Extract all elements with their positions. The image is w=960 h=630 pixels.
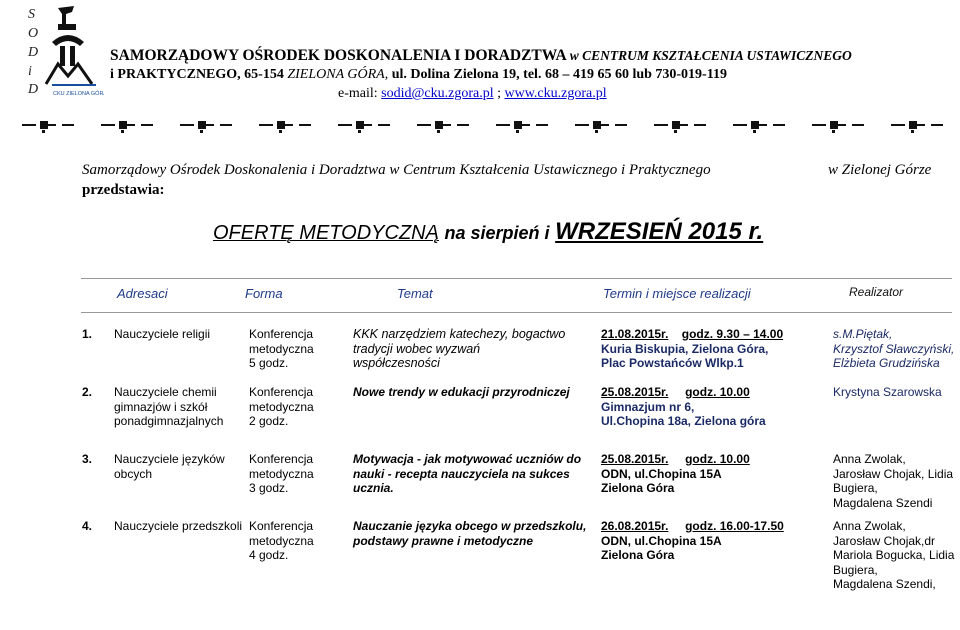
svg-text:O: O <box>28 26 39 41</box>
row-addressees: Nauczyciele języków obcych <box>114 452 225 481</box>
column-header-topic: Temat <box>397 286 433 301</box>
divider-marker <box>119 121 127 129</box>
divider-marker <box>830 121 838 129</box>
row-form: Konferencja metodyczna 4 godz. <box>249 519 314 562</box>
row-topic: Motywacja - jak motywować uczniów do nauki - recepta nauczyciela na sukces ucznia. <box>353 452 582 495</box>
divider-marker <box>751 121 759 129</box>
row-number: 1. <box>82 327 93 341</box>
intro-line: Samorządowy Ośrodek Doskonalenia i Doradztwa w Centrum Kształcenia Ustawicznego i Praktycznego <box>82 162 711 178</box>
offer-title-part-3: WRZESIEŃ 2015 r. <box>555 218 764 245</box>
intro-line-right: w Zielonej Górze <box>828 162 932 178</box>
institution-address <box>110 67 727 83</box>
row-number: 4. <box>82 519 93 533</box>
row-topic: Nowe trendy w edukacji przyrodniczej <box>353 385 570 399</box>
svg-text:D: D <box>28 45 39 60</box>
divider-marker <box>40 121 48 129</box>
contact-separator: ; <box>497 86 501 101</box>
row-addressees: Nauczyciele chemii gimnazjów i szkół ponadgimnazjalnych <box>114 385 224 428</box>
offer-title-part-1: OFERTĘ METODYCZNĄ <box>213 222 439 244</box>
divider-marker <box>198 121 206 129</box>
institution-name-sub: w CENTRUM KSZTAŁCENIA USTAWICZNEGO <box>569 48 852 63</box>
address-city: ZIELONA GÓRA, <box>287 67 389 82</box>
divider-marker <box>514 121 522 129</box>
divider-marker <box>435 121 443 129</box>
divider-marker <box>672 121 680 129</box>
offer-title-part-2: na sierpień i <box>444 223 550 243</box>
row-number: 3. <box>82 452 93 466</box>
row-form: Konferencja metodyczna 3 godz. <box>249 452 314 495</box>
column-header-presenters: Realizator <box>849 285 904 299</box>
row-presenters: Anna Zwolak, Jarosław Chojak,dr Mariola Bogucka, Lidia Bugiera, Magdalena Szendi, <box>833 519 955 591</box>
table-header <box>81 278 952 313</box>
divider-marker <box>356 121 364 129</box>
row-addressees: Nauczyciele religii <box>114 327 211 341</box>
column-header-addressees: Adresaci <box>117 286 168 301</box>
address-part-1: i PRAKTYCZNEGO, 65-154 <box>110 67 284 82</box>
email-link[interactable]: sodid@cku.zgora.pl <box>381 86 494 101</box>
row-term: 25.08.2015r. godz. 10.00 Gimnazjum nr 6, Ul.Chopina 18a, Zielona góra <box>601 385 766 428</box>
intro-presents: przedstawia: <box>82 182 165 198</box>
sodid-logo <box>22 2 104 98</box>
row-presenters: Krystyna Szarowska <box>833 385 942 399</box>
row-topic: Nauczanie języka obcego w przedszkolu, podstawy prawne i metodyczne <box>353 519 587 548</box>
svg-text:i: i <box>28 64 32 79</box>
institution-name <box>110 47 852 65</box>
row-topic: KKK narzędziem katechezy, bogactwo tradycji wobec wyzwań współczesności <box>353 327 566 370</box>
svg-text:D: D <box>28 82 39 97</box>
svg-text:S: S <box>28 7 35 22</box>
address-part-2: ul. Dolina Zielona 19, tel. 68 – 419 65 60 lub 730-019-119 <box>391 67 727 82</box>
row-number: 2. <box>82 385 93 399</box>
row-term: 21.08.2015r. godz. 9.30 – 14.00 Kuria Biskupia, Zielona Góra, Plac Powstańców Wlkp.1 <box>601 327 784 370</box>
row-form: Konferencja metodyczna 5 godz. <box>249 327 314 370</box>
row-form: Konferencja metodyczna 2 godz. <box>249 385 314 428</box>
decorative-divider <box>22 113 952 133</box>
row-presenters: Anna Zwolak, Jarosław Chojak, Lidia Bugiera, Magdalena Szendi <box>833 452 954 510</box>
institution-name-main: SAMORZĄDOWY OŚRODEK DOSKONALENIA I DORADZTWA <box>110 47 566 64</box>
divider-marker <box>909 121 917 129</box>
offer-title <box>213 218 763 246</box>
logo-caption: CKU ZIELONA GÓRA <box>53 91 104 97</box>
column-header-form: Forma <box>245 286 283 301</box>
contact-line <box>338 86 607 102</box>
row-term: 26.08.2015r. godz. 16.00-17.50 ODN, ul.Chopina 15A Zielona Góra <box>601 519 784 562</box>
website-link[interactable]: www.cku.zgora.pl <box>504 86 607 101</box>
divider-marker <box>277 121 285 129</box>
row-term: 25.08.2015r. godz. 10.00 ODN, ul.Chopina 15A Zielona Góra <box>601 452 750 495</box>
divider-marker <box>593 121 601 129</box>
row-presenters: s.M.Piętak, Krzysztof Sławczyński, Elżbieta Grudzińska <box>833 327 955 370</box>
column-header-term: Termin i miejsce realizacji <box>603 286 751 301</box>
email-label: e-mail: <box>338 86 378 101</box>
row-addressees: Nauczyciele przedszkoli <box>114 519 243 533</box>
